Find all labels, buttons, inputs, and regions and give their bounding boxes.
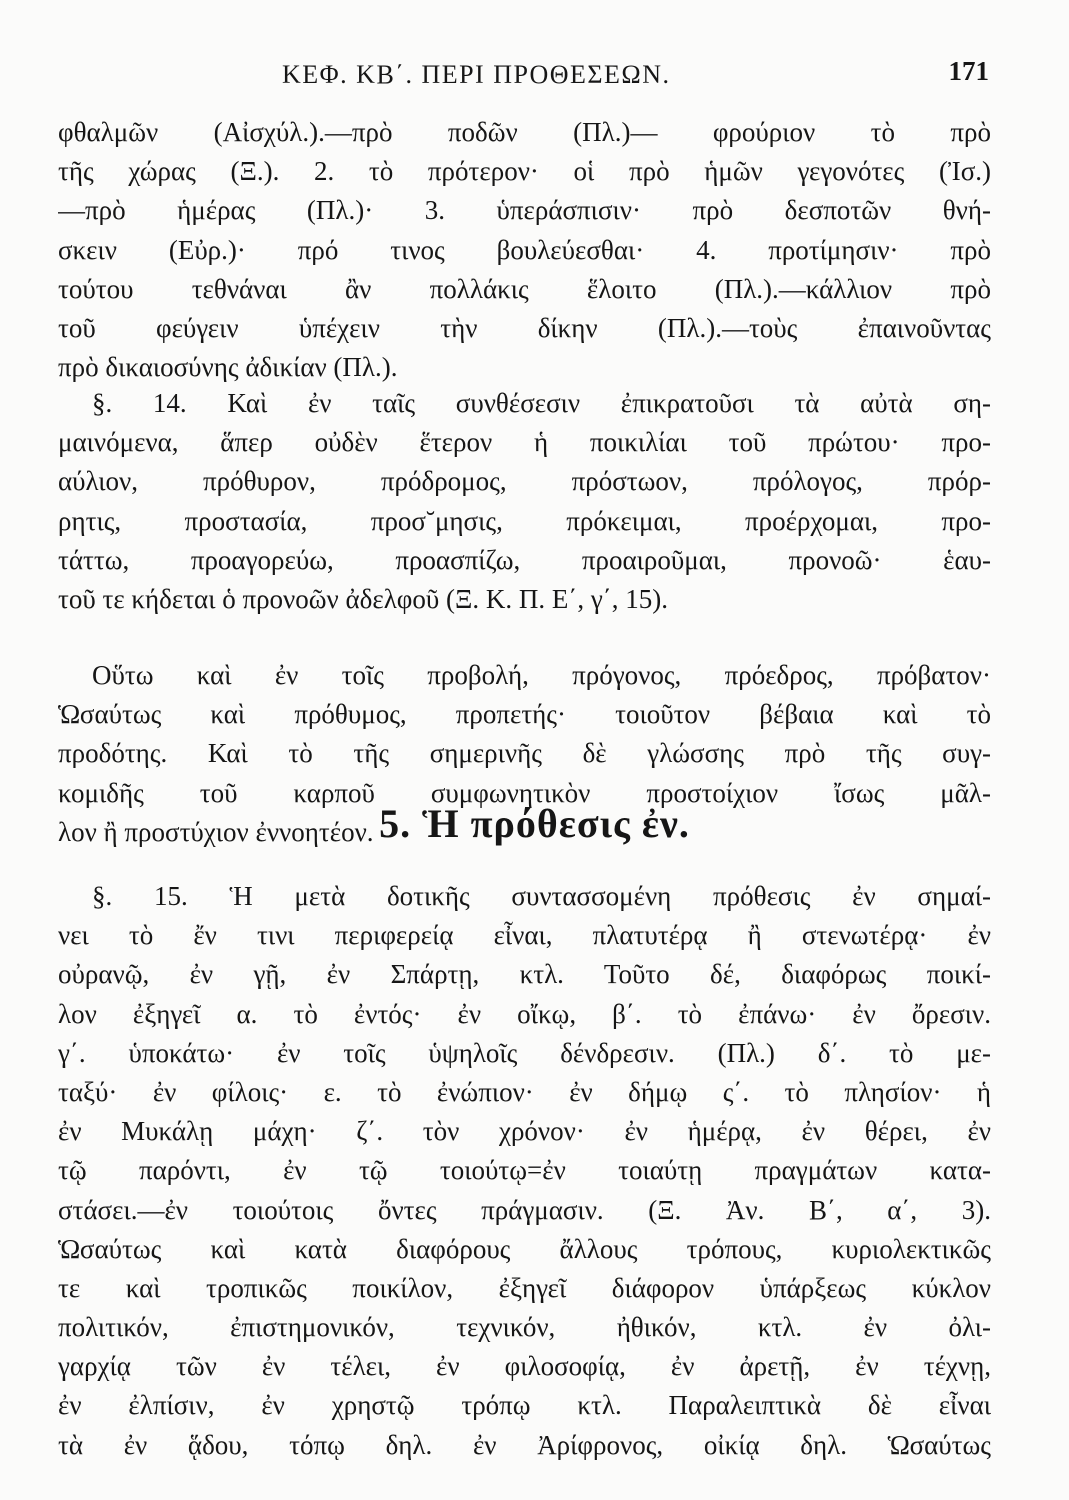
chapter-title: ΚΕΦ. ΚΒ΄. ΠΕΡΙ ΠΡΟΘΕΣΕΩΝ. xyxy=(282,60,671,89)
text-line: πρὸ δικαιοσύνης ἀδικίαν (Πλ.). xyxy=(58,352,398,383)
text-line: τοῦ φεύγειν ὑπέχειν τὴν δίκην (Πλ.).—τοὺς ἐπαινοῦντας xyxy=(58,312,991,343)
text-line: λον ἢ προστύχιον ἐννοητέον. xyxy=(58,816,374,847)
text-line: Ὡσαύτως καὶ κατὰ διαφόρους ἄλλους τρόπους, κυριολεκτικῶς xyxy=(58,1233,991,1264)
text-line: σκειν (Εὐρ.)· πρό τινος βουλεύεσθαι· 4. προτίμησιν· πρὸ xyxy=(58,234,991,265)
text-line: τοῦ τε κήδεται ὁ προνοῶν ἀδελφοῦ (Ξ. Κ. Π. Ε΄, γ΄, 15). xyxy=(58,583,668,614)
text-line: —πρὸ ἡμέρας (Πλ.)· 3. ὑπεράσπισιν· πρὸ δεσποτῶν θνή- xyxy=(58,195,991,226)
paragraph-continuation xyxy=(58,113,991,387)
text-line: γ΄. ὑποκάτω· ἐν τοῖς ὑψηλοῖς δένδρεσιν. (Πλ.) δ΄. τὸ με- xyxy=(58,1037,991,1068)
text-line: νει τὸ ἔν τινι περιφερείᾳ εἶναι, πλατυτέρᾳ ἢ στενωτέρᾳ· ἐν xyxy=(58,920,991,951)
text-line: ταξύ· ἐν φίλοις· ε. τὸ ἐνώπιον· ἐν δήμῳ ς΄. τὸ πλησίον· ἡ xyxy=(58,1076,991,1107)
text-line: Ὡσαύτως καὶ πρόθυμος, προπετής· τοιοῦτον βέβαια καὶ τὸ xyxy=(58,699,991,730)
text-line: ρητις, προστασία, προσ˘μησις, πρόκειμαι, προέρχομαι, προ- xyxy=(58,505,991,536)
text-line: λον ἐξηγεῖ α. τὸ ἐντός· ἐν οἴκῳ, β΄. τὸ ἐπάνω· ἐν ὄρεσιν. xyxy=(58,998,991,1029)
text-line: τε καὶ τροπικῶς ποικίλον, ἐξηγεῖ διάφορον ὑπάρξεως κύκλον xyxy=(58,1272,991,1303)
text-line: §. 14. Καὶ ἐν ταῖς συνθέσεσιν ἐπικρατοῦσι τὰ αὐτὰ ση- xyxy=(92,388,991,418)
running-head xyxy=(60,58,1009,98)
text-line: μαινόμενα, ἅπερ οὐδὲν ἕτερον ἡ ποικιλίαι τοῦ πρώτου· προ- xyxy=(58,427,991,458)
text-line: ἐν ἐλπίσιν, ἐν χρηστῷ τρόπῳ κτλ. Παραλειπτικὰ δὲ εἶναι xyxy=(58,1390,991,1421)
text-line: §. 15. Ἡ μετὰ δοτικῆς συντασσομένη πρόθεσις ἐν σημαί- xyxy=(92,881,991,911)
text-line: κομιδῆς τοῦ καρποῦ συμφωνητικὸν προστοίχιον ἴσως μᾶλ- xyxy=(58,777,991,808)
text-line: Οὕτω καὶ ἐν τοῖς προβολή, πρόγονος, πρόεδρος, πρόβατον· xyxy=(92,660,991,690)
text-line: τούτου τεθνάναι ἂν πολλάκις ἕλοιτο (Πλ.).—κάλλιον πρὸ xyxy=(58,273,991,304)
section-heading: 5. Ἡ πρόθεσις ἐν. xyxy=(379,801,690,846)
page-number: 171 xyxy=(948,56,989,86)
text-line: ἐν Μυκάλῃ μάχη· ζ΄. τὸν χρόνον· ἐν ἡμέρᾳ, ἐν θέρει, ἐν xyxy=(58,1116,991,1147)
text-line: στάσει.—ἐν τοιούτοις ὄντες πράγμασιν. (Ξ. Ἀν. Β΄, α΄, 3). xyxy=(58,1194,991,1225)
paragraph-section-15 xyxy=(58,877,991,1465)
text-line: τῷ παρόντι, ἐν τῷ τοιούτῳ=ἐν τοιαύτῃ πραγμάτων κατα- xyxy=(58,1155,991,1186)
text-line: τάττω, προαγορεύω, προασπίζω, προαιροῦμαι, προνοῶ· ἑαυ- xyxy=(58,544,991,575)
text-line: προδότης. Καὶ τὸ τῆς σημερινῆς δὲ γλώσσης πρὸ τῆς συγ- xyxy=(58,738,991,769)
text-line: οὐρανῷ, ἐν γῇ, ἐν Σπάρτῃ, κτλ. Τοῦτο δέ, διαφόρως ποικί- xyxy=(58,959,991,990)
text-line: φθαλμῶν (Αἰσχύλ.).—πρὸ ποδῶν (Πλ.)— φρούριον τὸ πρὸ xyxy=(58,117,991,147)
text-line: γαρχίᾳ τῶν ἐν τέλει, ἐν φιλοσοφίᾳ, ἐν ἀρετῇ, ἐν τέχνῃ, xyxy=(58,1351,991,1382)
text-line: πολιτικόν, ἐπιστημονικόν, τεχνικόν, ἠθικόν, κτλ. ἐν ὀλι- xyxy=(58,1312,991,1343)
text-line: αύλιον, πρόθυρον, πρόδρομος, πρόστωον, πρόλογος, πρόρ- xyxy=(58,466,991,497)
text-line: τὰ ἐν ᾅδου, τόπῳ δηλ. ἐν Ἀρίφρονος, οἰκίᾳ δηλ. Ὡσαύτως xyxy=(58,1429,991,1460)
paragraph-section-14 xyxy=(58,384,991,619)
text-line: τῆς χώρας (Ξ.). 2. τὸ πρότερον· οἱ πρὸ ἡμῶν γεγονότες (Ἰσ.) xyxy=(58,156,991,187)
